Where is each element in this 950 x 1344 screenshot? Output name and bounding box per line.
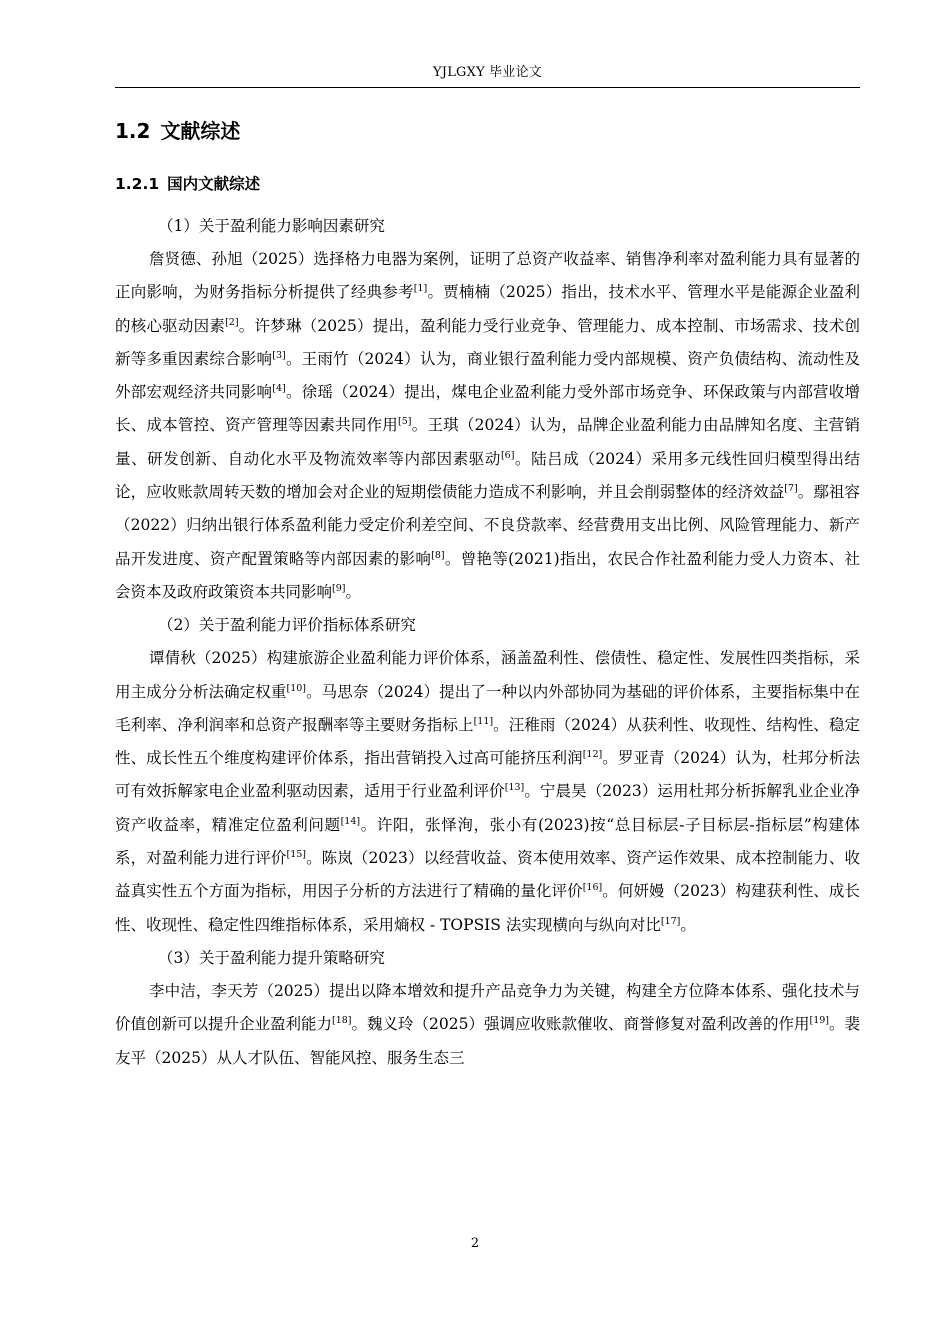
subsection-number: 1.2.1 xyxy=(115,175,160,193)
citation-marker: [15] xyxy=(286,848,306,860)
paragraph-text: 。陆吕成（2024）采用多元线性回归模型得出结论，应收账款周转天数的增加会对企业的短期偿债能力造成不利影响，并且会削弱整体的经济效益 xyxy=(115,449,860,502)
citation-marker: [11] xyxy=(473,715,494,727)
paragraph-text: 李中洁，李天芳（2025）提出以降本增效和提升产品竞争力为关键，构建全方位降本体系、强化技术与价值创新可以提升企业盈利能力 xyxy=(115,981,860,1034)
paragraph-text: 。何妍嫚（2023）构建获利性、成长性、收现性、稳定性四维指标体系，采用熵权 - TOPSIS 法实现横向与纵向对比 xyxy=(115,882,860,934)
paragraph-text: 。罗亚青（2024）认为，杜邦分析法可有效拆解家电企业盈利驱动因素，适用于行业盈利评价 xyxy=(115,749,860,801)
running-header: YJLGXY 毕业论文 xyxy=(433,65,542,80)
paragraph-text: 。马思奈（2024）提出了一种以内外部协同为基础的评价体系，主要指标集中在毛利率、净利润率和总资产报酬率等主要财务指标上 xyxy=(115,682,860,734)
citation-marker: [18] xyxy=(332,1015,352,1027)
paragraph-text: 。 xyxy=(345,582,361,601)
paragraph-text: 谭倩秋（2025）构建旅游企业盈利能力评价体系，涵盖盈利性、偿债性、稳定性、发展性四类指标，采用主成分分析法确定权重 xyxy=(115,649,860,701)
paragraph-text: 。鄢祖容（2022）归纳出银行体系盈利能力受定价利差空间、不良贷款率、经营费用支出比例、风险管理能力、新产品开发进度、资产配置策略等内部因素的影响 xyxy=(115,483,860,568)
citation-marker: [10] xyxy=(286,682,306,694)
paragraph-text: 詹贤德、孙旭（2025）选择格力电器为案例，证明了总资产收益率、销售净利率对盈利能力具有显著的正向影响，为财务指标分析提供了经典参考 xyxy=(115,250,860,302)
subsection-heading xyxy=(115,152,860,210)
section-number: 1.2 xyxy=(115,119,151,143)
topic-heading: （2）关于盈利能力评价指标体系研究 xyxy=(158,616,416,635)
subsection-title: 国内文献综述 xyxy=(167,175,261,193)
paragraph-text: 。裴友平（2025）从人才队伍、智能风控、服务生态三 xyxy=(115,1015,861,1067)
paragraph-text: 。 xyxy=(680,915,696,934)
header-rule xyxy=(115,87,860,88)
citation-marker: [2] xyxy=(225,316,239,328)
paragraph-text: 。贾楠楠（2025）指出，技术水平、管理水平是能源企业盈利的核心驱动因素 xyxy=(115,283,860,335)
citation-marker: [13] xyxy=(504,782,525,794)
citation-marker: [9] xyxy=(332,582,346,594)
paragraph-text: 。许梦琳（2025）提出，盈利能力受行业竞争、管理能力、成本控制、市场需求、技术创新等多重因素综合影响 xyxy=(115,316,860,368)
citation-marker: [12] xyxy=(582,749,603,760)
citation-marker: [6] xyxy=(500,449,515,461)
body-paragraph xyxy=(115,975,860,1075)
topic-heading: （1）关于盈利能力影响因素研究 xyxy=(158,217,385,235)
paragraph-text: 。徐瑶（2024）提出，煤电企业盈利能力受外部市场竞争、环保政策与内部营收增长、成本管控、资产管理等因素共同作用 xyxy=(115,383,860,435)
literature-review-content xyxy=(115,210,860,1075)
citation-marker: [17] xyxy=(660,915,681,927)
citation-marker: [3] xyxy=(272,349,286,361)
paragraph-text: 。汪稚雨（2024）从获利性、收现性、结构性、稳定性、成长性五个维度构建评价体系，指出营销投入过高可能挤压利润 xyxy=(115,715,860,768)
citation-marker: [7] xyxy=(784,482,798,494)
citation-marker: [5] xyxy=(398,416,412,428)
paragraph-text: 。王琪（2024）认为，品牌企业盈利能力由品牌知名度、主营销量、研发创新、自动化水平及物流效率等内部因素驱动 xyxy=(115,416,860,468)
citation-marker: [8] xyxy=(431,549,445,561)
paragraph-text: 。宁晨昊（2023）运用杜邦分析拆解乳业企业净资产收益率，精准定位盈利问题 xyxy=(115,782,860,834)
paragraph-text: 。陈岚（2023）以经营收益、资本使用效率、资产运作效果、成本控制能力、收益真实性五个方面为指标，用因子分析的方法进行了精确的量化评价 xyxy=(115,849,860,901)
paragraph-text: 。魏义玲（2025）强调应收账款催收、商誉修复对盈利改善的作用 xyxy=(351,1015,810,1034)
page-number: 2 xyxy=(470,1236,480,1251)
citation-marker: [1] xyxy=(413,283,428,295)
citation-marker: [14] xyxy=(340,815,361,827)
body-paragraph xyxy=(115,243,860,609)
topic-heading: （3）关于盈利能力提升策略研究 xyxy=(158,948,385,967)
citation-marker: [4] xyxy=(272,383,286,395)
section-heading xyxy=(115,112,860,152)
section-title: 文献综述 xyxy=(160,119,241,143)
paragraph-text: 。王雨竹（2024）认为，商业银行盈利能力受内部规模、资产负债结构、流动性及外部宏观经济共同影响 xyxy=(115,349,860,402)
body-paragraph xyxy=(115,642,860,942)
citation-marker: [16] xyxy=(582,882,603,894)
paragraph-text: 。曾艳等(2021)指出，农民合作社盈利能力受人力资本、社会资本及政府政策资本共同影响 xyxy=(115,549,860,601)
citation-marker: [19] xyxy=(809,1015,829,1027)
paragraph-text: 。许阳，张怿洵，张小有(2023)按“总目标层-子目标层-指标层”构建体系，对盈利能力进行评价 xyxy=(115,815,860,868)
page-body xyxy=(115,112,860,1075)
